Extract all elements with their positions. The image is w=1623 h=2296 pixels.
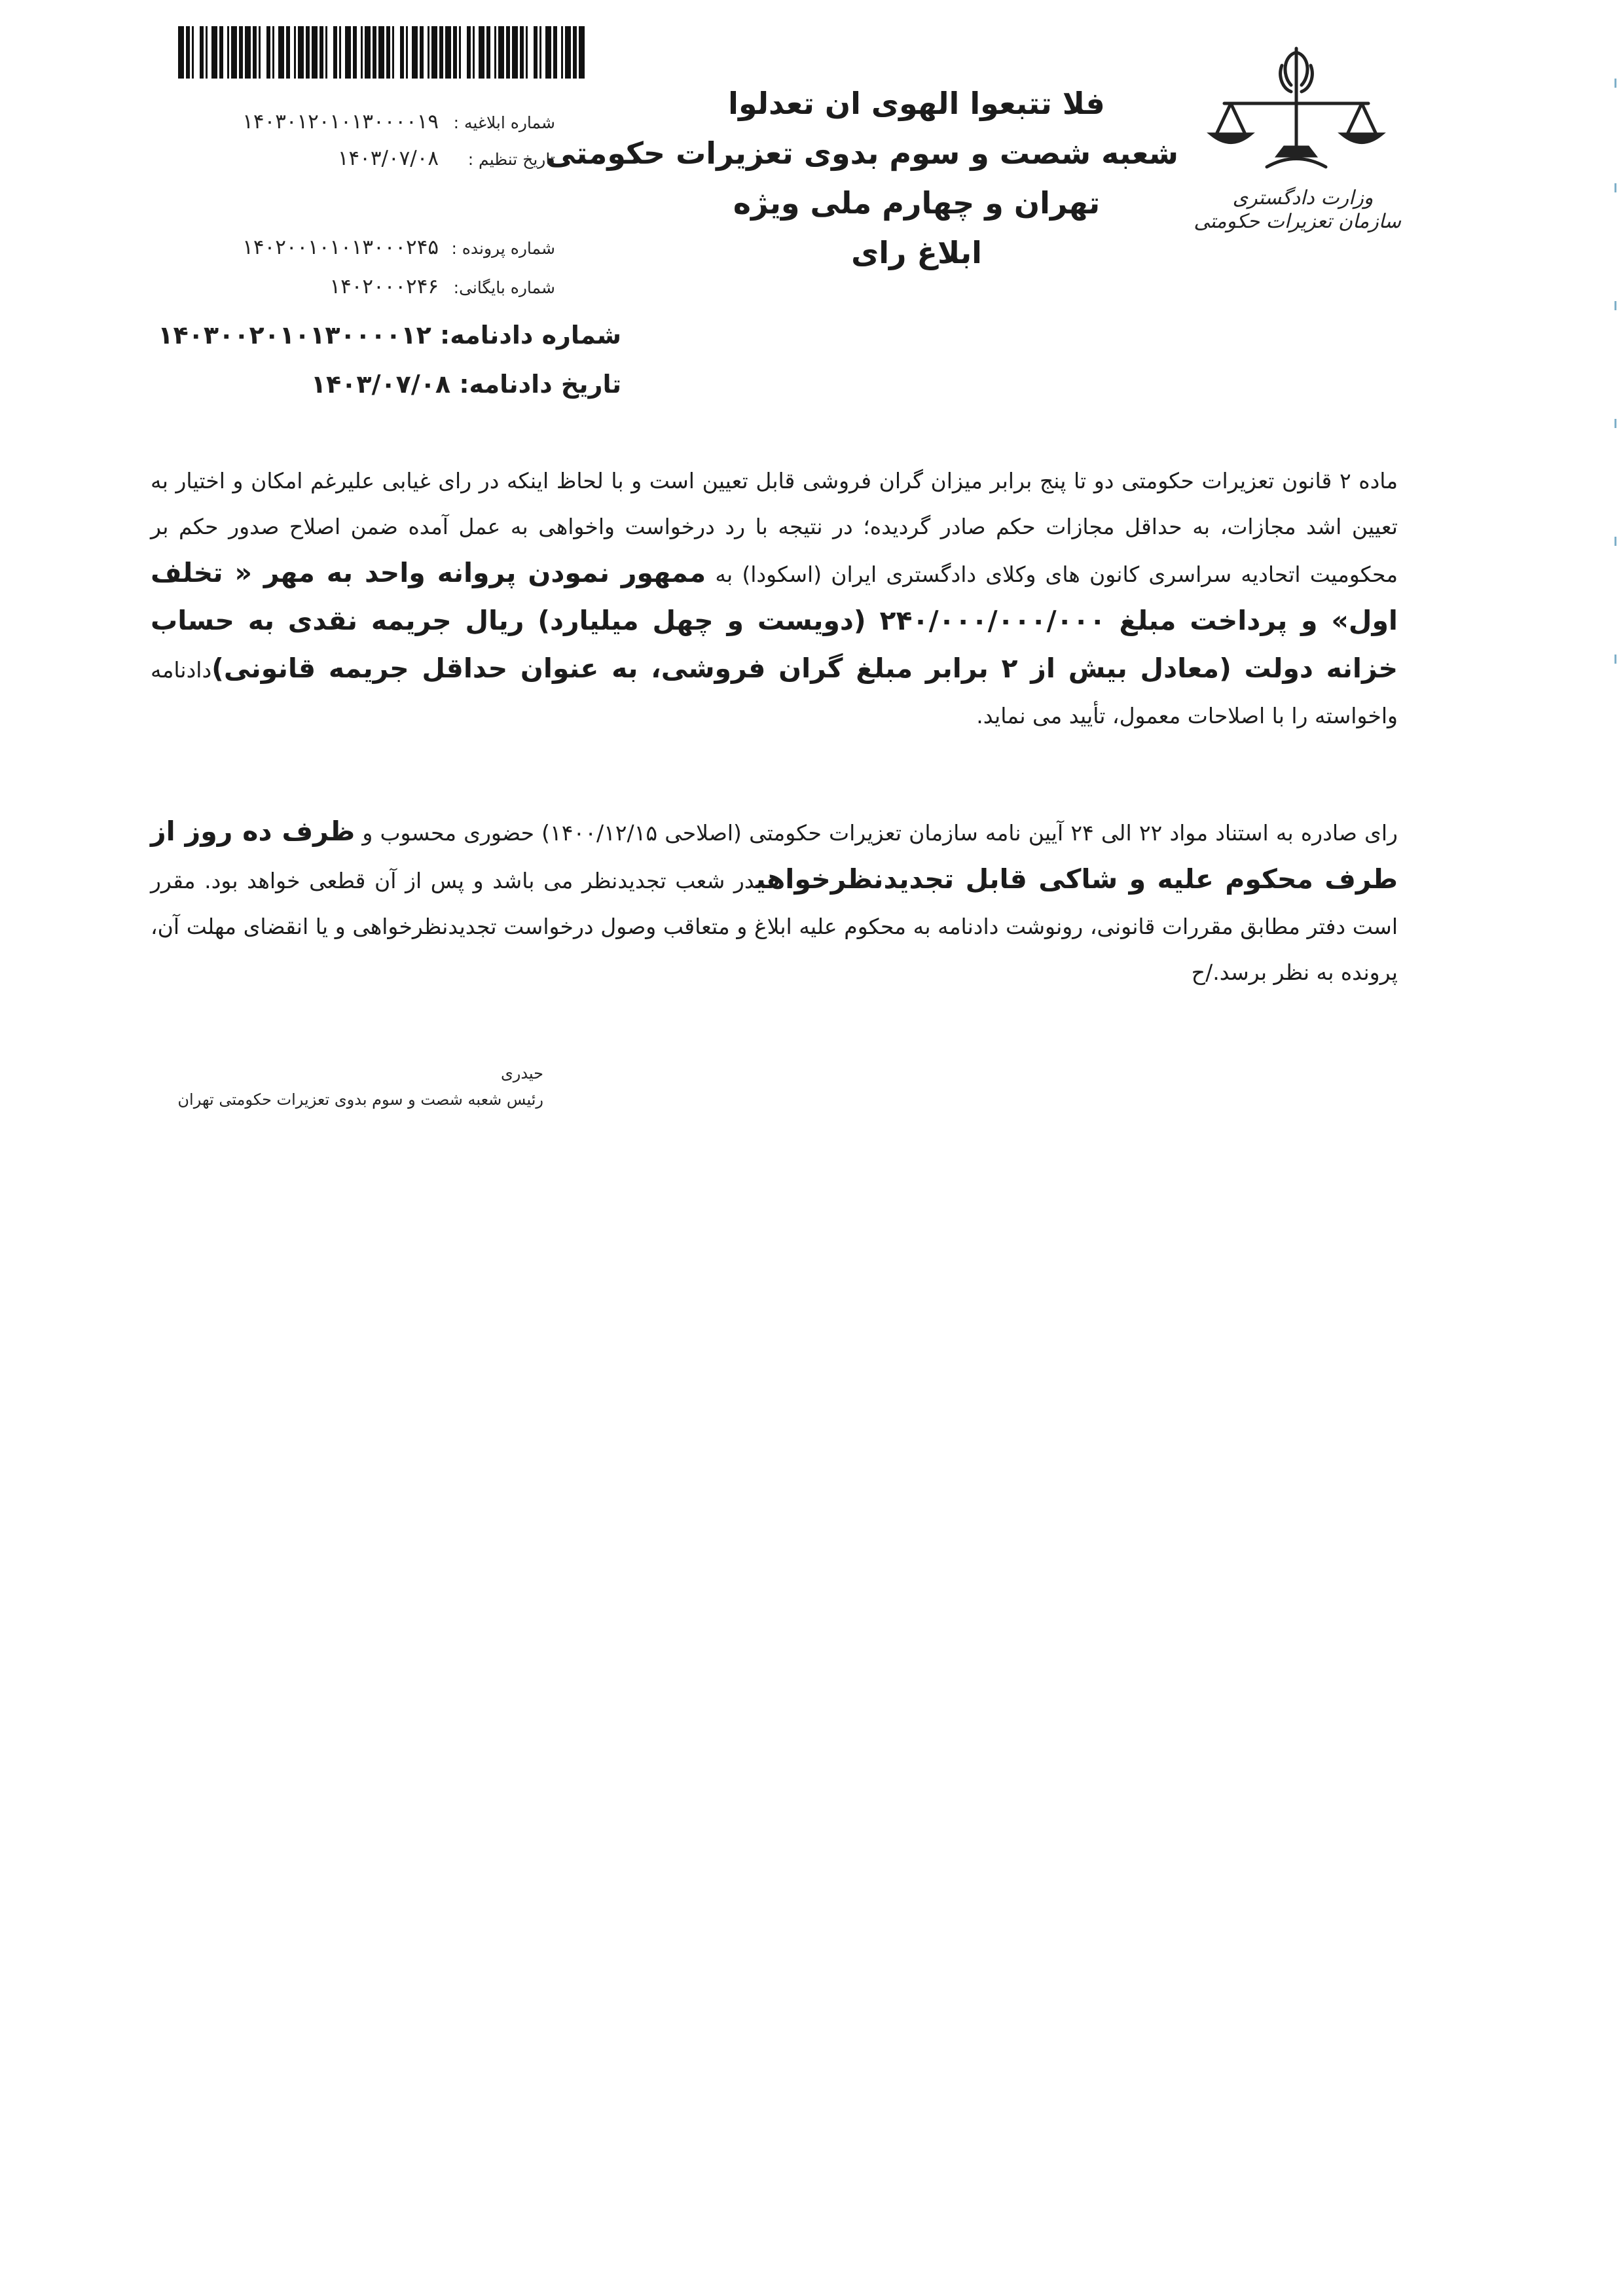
- barcode-bar: [431, 26, 437, 79]
- title-notice: ابلاغ رای: [851, 235, 982, 270]
- barcode-bar: [526, 26, 528, 79]
- barcode-bar: [253, 26, 257, 79]
- barcode-bar: [545, 26, 551, 79]
- body-paragraph-2: [151, 808, 1398, 996]
- verdict-number-label: شماره دادنامه:: [440, 321, 621, 350]
- barcode-bar: [245, 26, 251, 79]
- barcode-bar: [506, 26, 510, 79]
- title-verse: فلا تتبعوا الهوی ان تعدلوا: [728, 86, 1105, 121]
- barcode-bar: [539, 26, 541, 79]
- barcode-bar: [467, 26, 471, 79]
- p1-bold-ruling: ممهور نمودن پروانه واحد به مهر « تخلف اول» و پرداخت مبلغ ۲۴۰/۰۰۰/۰۰۰/۰۰۰ (دویست و چهل میلیارد) ریال جریمه نقدی به حساب خزانه دولت (معادل بیش از ۲ برابر مبلغ گران فروشی، به عنوان حداقل جریمه قانونی): [151, 557, 1398, 684]
- barcode-bar: [428, 26, 429, 79]
- barcode-bar: [206, 26, 208, 79]
- barcode-bar: [266, 26, 270, 79]
- barcode-bar: [278, 26, 284, 79]
- case-number-value: ۱۴۰۲۰۰۱۰۱۰۱۳۰۰۰۲۴۵: [242, 236, 439, 259]
- barcode-bar: [420, 26, 424, 79]
- archive-number-value: ۱۴۰۲۰۰۰۲۴۶: [329, 275, 439, 298]
- barcode-bar: [294, 26, 296, 79]
- org-line-2: سازمان تعزیرات حکومتی: [1194, 210, 1401, 233]
- barcode-bar: [286, 26, 290, 79]
- p1-text-end: دادنامه واخواسته را با اصلاحات معمول، تأیید می نماید.: [151, 657, 1398, 728]
- barcode-bar: [319, 26, 323, 79]
- barcode-bar: [227, 26, 229, 79]
- archive-number-label: شماره بایگانی:: [453, 278, 555, 297]
- signatory-title: رئیس شعبه شصت و سوم بدوی تعزیرات حکومتی تهران: [177, 1090, 543, 1109]
- barcode-bar: [325, 26, 327, 79]
- barcode-bar: [479, 26, 484, 79]
- p2-text-end: در شعب تجدیدنظر می باشد و پس از آن قطعی خواهد بود. مقرر است دفتر مطابق مقررات قانونی، رونوشت دادنامه به محکوم علیه ابلاغ و متعاقب وصول درخواست تجدیدنظرخواهی و یا انقضای مهلت آن، پرونده به نظر برسد./ح: [151, 868, 1398, 985]
- header-titles: [545, 79, 1178, 278]
- verdict-number-value: ۱۴۰۳۰۰۲۰۱۰۱۳۰۰۰۰۱۲: [158, 321, 431, 350]
- barcode-bar: [200, 26, 204, 79]
- signatory-name: حیدری: [500, 1064, 543, 1083]
- barcode-bar: [361, 26, 363, 79]
- barcode-bar: [579, 26, 585, 79]
- case-number-row: [203, 236, 555, 259]
- barcode-bar: [486, 26, 490, 79]
- barcode-bar: [553, 26, 557, 79]
- barcode-bar: [561, 26, 563, 79]
- barcode-bar: [192, 26, 194, 79]
- body-paragraph-1: [151, 458, 1398, 739]
- barcode-bar: [573, 26, 577, 79]
- issue-date-row: [203, 147, 555, 170]
- barcode-bar: [473, 26, 475, 79]
- barcode-bar: [239, 26, 243, 79]
- barcode-bar: [498, 26, 504, 79]
- verdict-number-row: [158, 321, 621, 350]
- barcode-bar: [392, 26, 394, 79]
- barcode-bar: [494, 26, 496, 79]
- barcode-bar: [386, 26, 390, 79]
- barcode-bar: [453, 26, 457, 79]
- verdict-date-value: ۱۴۰۳/۰۷/۰۸: [310, 370, 451, 399]
- barcode-bar: [520, 26, 524, 79]
- barcode-bar: [406, 26, 408, 79]
- barcode-bar: [400, 26, 404, 79]
- barcode-bar: [445, 26, 451, 79]
- scales-of-justice-emblem-icon: [1205, 39, 1388, 177]
- p2-bold-appeal: ظرف ده روز از طرف محکوم علیه و شاکی قابل تجدیدنظرخواهی: [151, 816, 1398, 895]
- barcode-bar: [312, 26, 318, 79]
- issue-date-value: ۱۴۰۳/۰۷/۰۸: [337, 147, 439, 170]
- barcode-bar: [412, 26, 418, 79]
- barcode-bar: [306, 26, 310, 79]
- barcode: [178, 26, 585, 79]
- case-number-label: شماره پرونده :: [451, 239, 555, 258]
- barcode-bar: [565, 26, 571, 79]
- barcode-bar: [459, 26, 461, 79]
- p2-text-start: رای صادره به استناد مواد ۲۲ الی ۲۴ آیین نامه سازمان تعزیرات حکومتی (اصلاحی ۱۴۰۰/۱۲/۱۵) حضوری محسوب و: [355, 820, 1398, 846]
- title-branch: شعبه شصت و سوم بدوی تعزیرات حکومتی: [545, 135, 1178, 171]
- title-city: تهران و چهارم ملی ویژه: [733, 185, 1101, 221]
- barcode-bar: [345, 26, 351, 79]
- barcode-bar: [333, 26, 337, 79]
- issue-date-label: تاریخ تنظیم :: [467, 150, 555, 169]
- notice-number-label: شماره ابلاغیه :: [453, 113, 555, 132]
- barcode-bar: [378, 26, 384, 79]
- barcode-bar: [373, 26, 376, 79]
- org-name: [1194, 187, 1401, 234]
- barcode-bar: [272, 26, 274, 79]
- barcode-bar: [186, 26, 190, 79]
- barcode-bar: [298, 26, 304, 79]
- barcode-bar: [339, 26, 341, 79]
- archive-number-row: [203, 275, 555, 298]
- verdict-date-label: تاریخ دادنامه:: [459, 370, 621, 399]
- barcode-bar: [211, 26, 217, 79]
- signature-block: [151, 1060, 543, 1113]
- barcode-bar: [353, 26, 357, 79]
- verdict-date-row: [311, 370, 621, 399]
- barcode-bar: [439, 26, 443, 79]
- barcode-bar: [231, 26, 237, 79]
- barcode-bar: [365, 26, 371, 79]
- org-line-1: وزارت دادگستری: [1232, 187, 1374, 209]
- notice-number-value: ۱۴۰۳۰۱۲۰۱۰۱۳۰۰۰۰۱۹: [242, 110, 439, 134]
- barcode-bar: [178, 26, 184, 79]
- barcode-bar: [259, 26, 261, 79]
- barcode-bar: [512, 26, 518, 79]
- barcode-bar: [534, 26, 538, 79]
- barcode-bar: [219, 26, 223, 79]
- p1-text-start: ماده ۲ قانون تعزیرات حکومتی دو تا پنج برابر میزان گران فروشی قابل تعیین است و با لحاظ اینکه در رای غیابی علیرغم امکان و اختیار به تعیین اشد مجازات، به حداقل مجازات حکم صادر گردیده؛ در نتیجه با رد درخواست واخواهی به عمل آمده ضمن اصلاح صدور حکم بر محکومیت اتحادیه سراسری کانون های وکلای دادگستری ایران (اسکودا) به: [151, 468, 1398, 587]
- notice-number-row: [203, 110, 555, 134]
